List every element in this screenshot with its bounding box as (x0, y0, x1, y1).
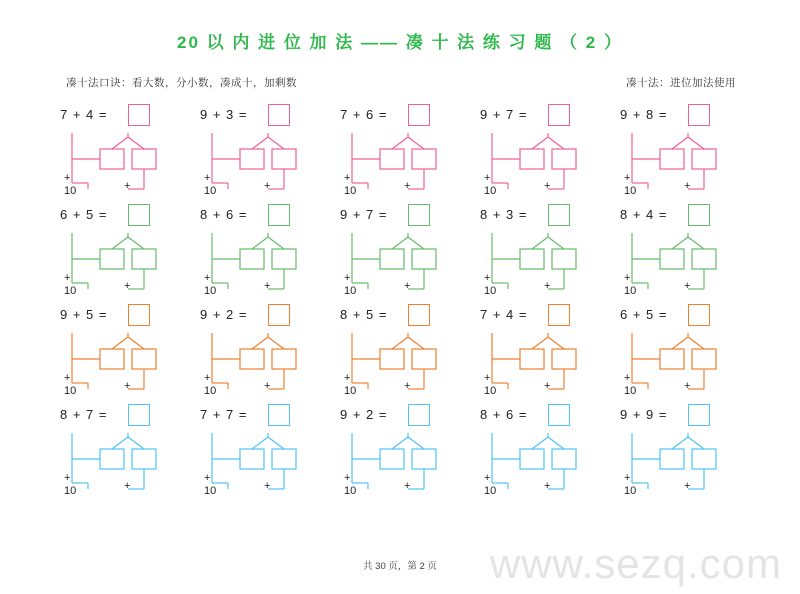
answer-box[interactable] (268, 304, 290, 326)
plus-sign-left: + (344, 372, 351, 384)
plus-sign-left: + (624, 372, 631, 384)
problem-row (56, 107, 744, 207)
plus-sign-right: + (264, 280, 271, 292)
plus-sign-right: + (404, 480, 411, 492)
plus-sign-right: + (264, 180, 271, 192)
decomposition-tree (622, 433, 742, 505)
plus-sign-left: + (484, 472, 491, 484)
problem-cell (56, 207, 184, 307)
decomposition-tree (62, 133, 182, 205)
problem-expression: 9 + 5 = (60, 307, 108, 322)
problem-expression: 8 + 4 = (620, 207, 668, 222)
problem-expression: 7 + 4 = (60, 107, 108, 122)
tree-lines (202, 333, 322, 405)
decomposition-tree (342, 433, 462, 505)
tree-lines (62, 333, 182, 405)
problem-expression: 9 + 2 = (340, 407, 388, 422)
problem-cell (56, 107, 184, 207)
ten-label: 10 (484, 185, 497, 197)
tree-lines (62, 133, 182, 205)
problem-cell (476, 307, 604, 407)
ten-label: 10 (484, 385, 497, 397)
answer-box[interactable] (548, 204, 570, 226)
decomposition-tree (342, 333, 462, 405)
decomposition-tree (342, 233, 462, 305)
tree-lines (622, 433, 742, 505)
plus-sign-right: + (124, 380, 131, 392)
answer-box[interactable] (268, 204, 290, 226)
plus-sign-right: + (684, 480, 691, 492)
problem-expression: 9 + 3 = (200, 107, 248, 122)
answer-box[interactable] (688, 404, 710, 426)
answer-box[interactable] (548, 404, 570, 426)
ten-label: 10 (624, 285, 637, 297)
tree-lines (342, 433, 462, 505)
plus-sign-right: + (124, 180, 131, 192)
tree-lines (342, 233, 462, 305)
subheader-left-text: 凑十法口诀：看大数，分小数，凑成十，加剩数 (66, 77, 297, 89)
tree-lines (622, 333, 742, 405)
ten-label: 10 (64, 185, 77, 197)
ten-label: 10 (624, 185, 637, 197)
problem-cell (476, 107, 604, 207)
problem-cell (336, 407, 464, 507)
subheader (0, 75, 800, 93)
problem-cell (196, 307, 324, 407)
decomposition-tree (622, 233, 742, 305)
plus-sign-left: + (204, 172, 211, 184)
plus-sign-right: + (544, 480, 551, 492)
tree-lines (342, 133, 462, 205)
plus-sign-left: + (484, 172, 491, 184)
subheader-right-text: 凑十法：进位加法使用 (626, 77, 736, 89)
plus-sign-left: + (344, 272, 351, 284)
plus-sign-left: + (204, 472, 211, 484)
ten-label: 10 (204, 485, 217, 497)
decomposition-tree (202, 233, 322, 305)
plus-sign-left: + (64, 472, 71, 484)
problem-expression: 9 + 7 = (480, 107, 528, 122)
tree-lines (482, 233, 602, 305)
plus-sign-left: + (204, 272, 211, 284)
decomposition-tree (202, 133, 322, 205)
problem-cell (476, 207, 604, 307)
problem-expression: 8 + 3 = (480, 207, 528, 222)
tree-lines (482, 433, 602, 505)
problem-row (56, 307, 744, 407)
problem-row (56, 207, 744, 307)
decomposition-tree (202, 333, 322, 405)
answer-box[interactable] (128, 304, 150, 326)
answer-box[interactable] (268, 104, 290, 126)
ten-label: 10 (624, 385, 637, 397)
problem-expression: 9 + 8 = (620, 107, 668, 122)
ten-label: 10 (204, 285, 217, 297)
ten-label: 10 (624, 485, 637, 497)
plus-sign-right: + (404, 380, 411, 392)
ten-label: 10 (64, 385, 77, 397)
tree-lines (62, 433, 182, 505)
plus-sign-left: + (484, 272, 491, 284)
ten-label: 10 (484, 485, 497, 497)
tree-lines (622, 233, 742, 305)
ten-label: 10 (204, 385, 217, 397)
decomposition-tree (62, 433, 182, 505)
problem-expression: 9 + 7 = (340, 207, 388, 222)
answer-box[interactable] (688, 204, 710, 226)
plus-sign-right: + (544, 180, 551, 192)
answer-box[interactable] (408, 104, 430, 126)
problem-cell (196, 407, 324, 507)
problem-cell (336, 207, 464, 307)
decomposition-tree (482, 433, 602, 505)
plus-sign-right: + (544, 280, 551, 292)
problem-cell (56, 407, 184, 507)
plus-sign-right: + (264, 480, 271, 492)
answer-box[interactable] (128, 104, 150, 126)
answer-box[interactable] (408, 404, 430, 426)
page-title: 20 以 内 进 位 加 法 —— 凑 十 法 练 习 题 （ 2 ） (177, 33, 623, 52)
tree-lines (62, 233, 182, 305)
plus-sign-right: + (124, 480, 131, 492)
problem-expression: 8 + 6 = (480, 407, 528, 422)
problem-cell (196, 207, 324, 307)
problem-expression: 7 + 4 = (480, 307, 528, 322)
plus-sign-left: + (64, 272, 71, 284)
problem-cell (56, 307, 184, 407)
answer-box[interactable] (408, 304, 430, 326)
decomposition-tree (622, 133, 742, 205)
plus-sign-right: + (684, 380, 691, 392)
tree-lines (482, 133, 602, 205)
plus-sign-right: + (404, 280, 411, 292)
problem-cell (616, 107, 744, 207)
decomposition-tree (62, 233, 182, 305)
answer-box[interactable] (128, 204, 150, 226)
plus-sign-right: + (124, 280, 131, 292)
tree-lines (202, 233, 322, 305)
decomposition-tree (202, 433, 322, 505)
ten-label: 10 (344, 385, 357, 397)
plus-sign-left: + (484, 372, 491, 384)
problem-cell (476, 407, 604, 507)
problem-expression: 8 + 6 = (200, 207, 248, 222)
problem-expression: 6 + 5 = (60, 207, 108, 222)
ten-label: 10 (484, 285, 497, 297)
problem-expression: 7 + 6 = (340, 107, 388, 122)
problem-row (56, 407, 744, 507)
problem-cell (616, 207, 744, 307)
problem-expression: 6 + 5 = (620, 307, 668, 322)
watermark: www.sezq.com (489, 540, 782, 587)
answer-box[interactable] (408, 204, 430, 226)
decomposition-tree (342, 133, 462, 205)
answer-box[interactable] (688, 104, 710, 126)
problem-cell (616, 307, 744, 407)
plus-sign-left: + (64, 172, 71, 184)
problem-expression: 9 + 9 = (620, 407, 668, 422)
decomposition-tree (482, 233, 602, 305)
page-footer: 共 30 页，第 2 页 (363, 561, 437, 572)
worksheet-page (0, 28, 800, 594)
plus-sign-right: + (684, 180, 691, 192)
ten-label: 10 (204, 185, 217, 197)
problem-cell (336, 307, 464, 407)
plus-sign-right: + (404, 180, 411, 192)
plus-sign-left: + (204, 372, 211, 384)
problem-grid (0, 107, 800, 507)
plus-sign-right: + (684, 280, 691, 292)
problem-expression: 9 + 2 = (200, 307, 248, 322)
plus-sign-left: + (624, 172, 631, 184)
tree-lines (202, 433, 322, 505)
plus-sign-right: + (544, 380, 551, 392)
plus-sign-right: + (264, 380, 271, 392)
answer-box[interactable] (128, 404, 150, 426)
answer-box[interactable] (268, 404, 290, 426)
decomposition-tree (622, 333, 742, 405)
plus-sign-left: + (344, 472, 351, 484)
plus-sign-left: + (344, 172, 351, 184)
ten-label: 10 (64, 285, 77, 297)
problem-cell (196, 107, 324, 207)
ten-label: 10 (344, 285, 357, 297)
tree-lines (342, 333, 462, 405)
decomposition-tree (62, 333, 182, 405)
answer-box[interactable] (548, 104, 570, 126)
tree-lines (622, 133, 742, 205)
answer-box[interactable] (688, 304, 710, 326)
plus-sign-left: + (624, 472, 631, 484)
decomposition-tree (482, 333, 602, 405)
plus-sign-left: + (64, 372, 71, 384)
tree-lines (482, 333, 602, 405)
plus-sign-left: + (624, 272, 631, 284)
problem-cell (616, 407, 744, 507)
ten-label: 10 (344, 485, 357, 497)
answer-box[interactable] (548, 304, 570, 326)
problem-expression: 8 + 5 = (340, 307, 388, 322)
tree-lines (202, 133, 322, 205)
ten-label: 10 (344, 185, 357, 197)
problem-expression: 7 + 7 = (200, 407, 248, 422)
ten-label: 10 (64, 485, 77, 497)
problem-cell (336, 107, 464, 207)
decomposition-tree (482, 133, 602, 205)
problem-expression: 8 + 7 = (60, 407, 108, 422)
